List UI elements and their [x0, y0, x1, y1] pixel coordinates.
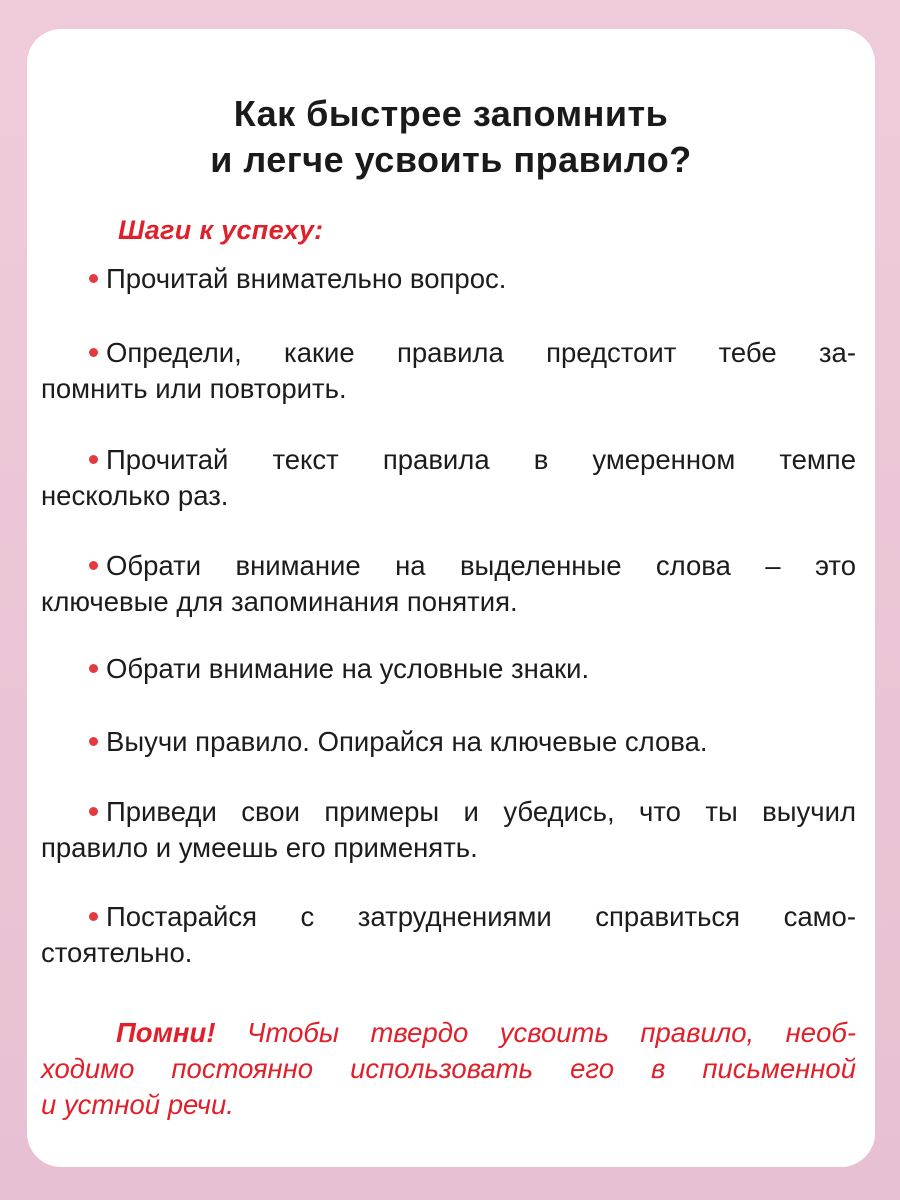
- list-item: [41, 651, 856, 687]
- step-text: Прочитай внимательно вопрос.: [106, 263, 507, 294]
- list-item: [41, 261, 856, 297]
- remember-line-2: ходимо постоянно использовать его в письменной: [41, 1053, 856, 1084]
- step-text-continued: стоятельно.: [41, 937, 193, 968]
- bullet-icon: [89, 737, 98, 746]
- bullet-icon: [89, 274, 98, 283]
- step-text-continued: ключевые для запоминания понятия.: [41, 586, 518, 617]
- title-line-1: Как быстрее запомнить: [233, 93, 669, 134]
- remember-label: Помни!: [116, 1017, 216, 1048]
- step-text: Приведи свои примеры и убедись, что ты выучил: [106, 796, 856, 827]
- step-text-continued: помнить или повторить.: [41, 373, 347, 404]
- bullet-icon: [89, 912, 98, 921]
- title-line-2: и легче усвоить правило?: [210, 139, 692, 180]
- bullet-icon: [89, 348, 98, 357]
- bullet-icon: [89, 664, 98, 673]
- list-item: [41, 724, 856, 760]
- steps-heading: Шаги к успеху:: [118, 215, 324, 245]
- step-text: Определи, какие правила предстоит тебе за-: [106, 337, 856, 368]
- step-text-continued: правило и умеешь его применять.: [41, 832, 478, 863]
- step-text: Постарайся с затруднениями справиться само-: [106, 901, 856, 932]
- list-item: [41, 548, 856, 620]
- remember-line-3: и устной речи.: [41, 1089, 234, 1120]
- list-item: [41, 442, 856, 514]
- step-text: Выучи правило. Опирайся на ключевые слова.: [106, 726, 708, 757]
- list-item: [41, 335, 856, 407]
- bullet-icon: [89, 455, 98, 464]
- step-text: Прочитай текст правила в умеренном темпе: [106, 444, 856, 475]
- list-item: [41, 794, 856, 866]
- page-title: [27, 91, 875, 183]
- remember-note: [41, 1015, 856, 1123]
- step-text-continued: несколько раз.: [41, 480, 229, 511]
- bullet-icon: [89, 807, 98, 816]
- list-item: [41, 899, 856, 971]
- remember-line-1: Чтобы твердо усвоить правило, необ-: [246, 1017, 856, 1048]
- bullet-icon: [89, 561, 98, 570]
- step-text: Обрати внимание на выделенные слова – это: [106, 550, 856, 581]
- rules-card: [27, 29, 875, 1167]
- step-text: Обрати внимание на условные знаки.: [106, 653, 590, 684]
